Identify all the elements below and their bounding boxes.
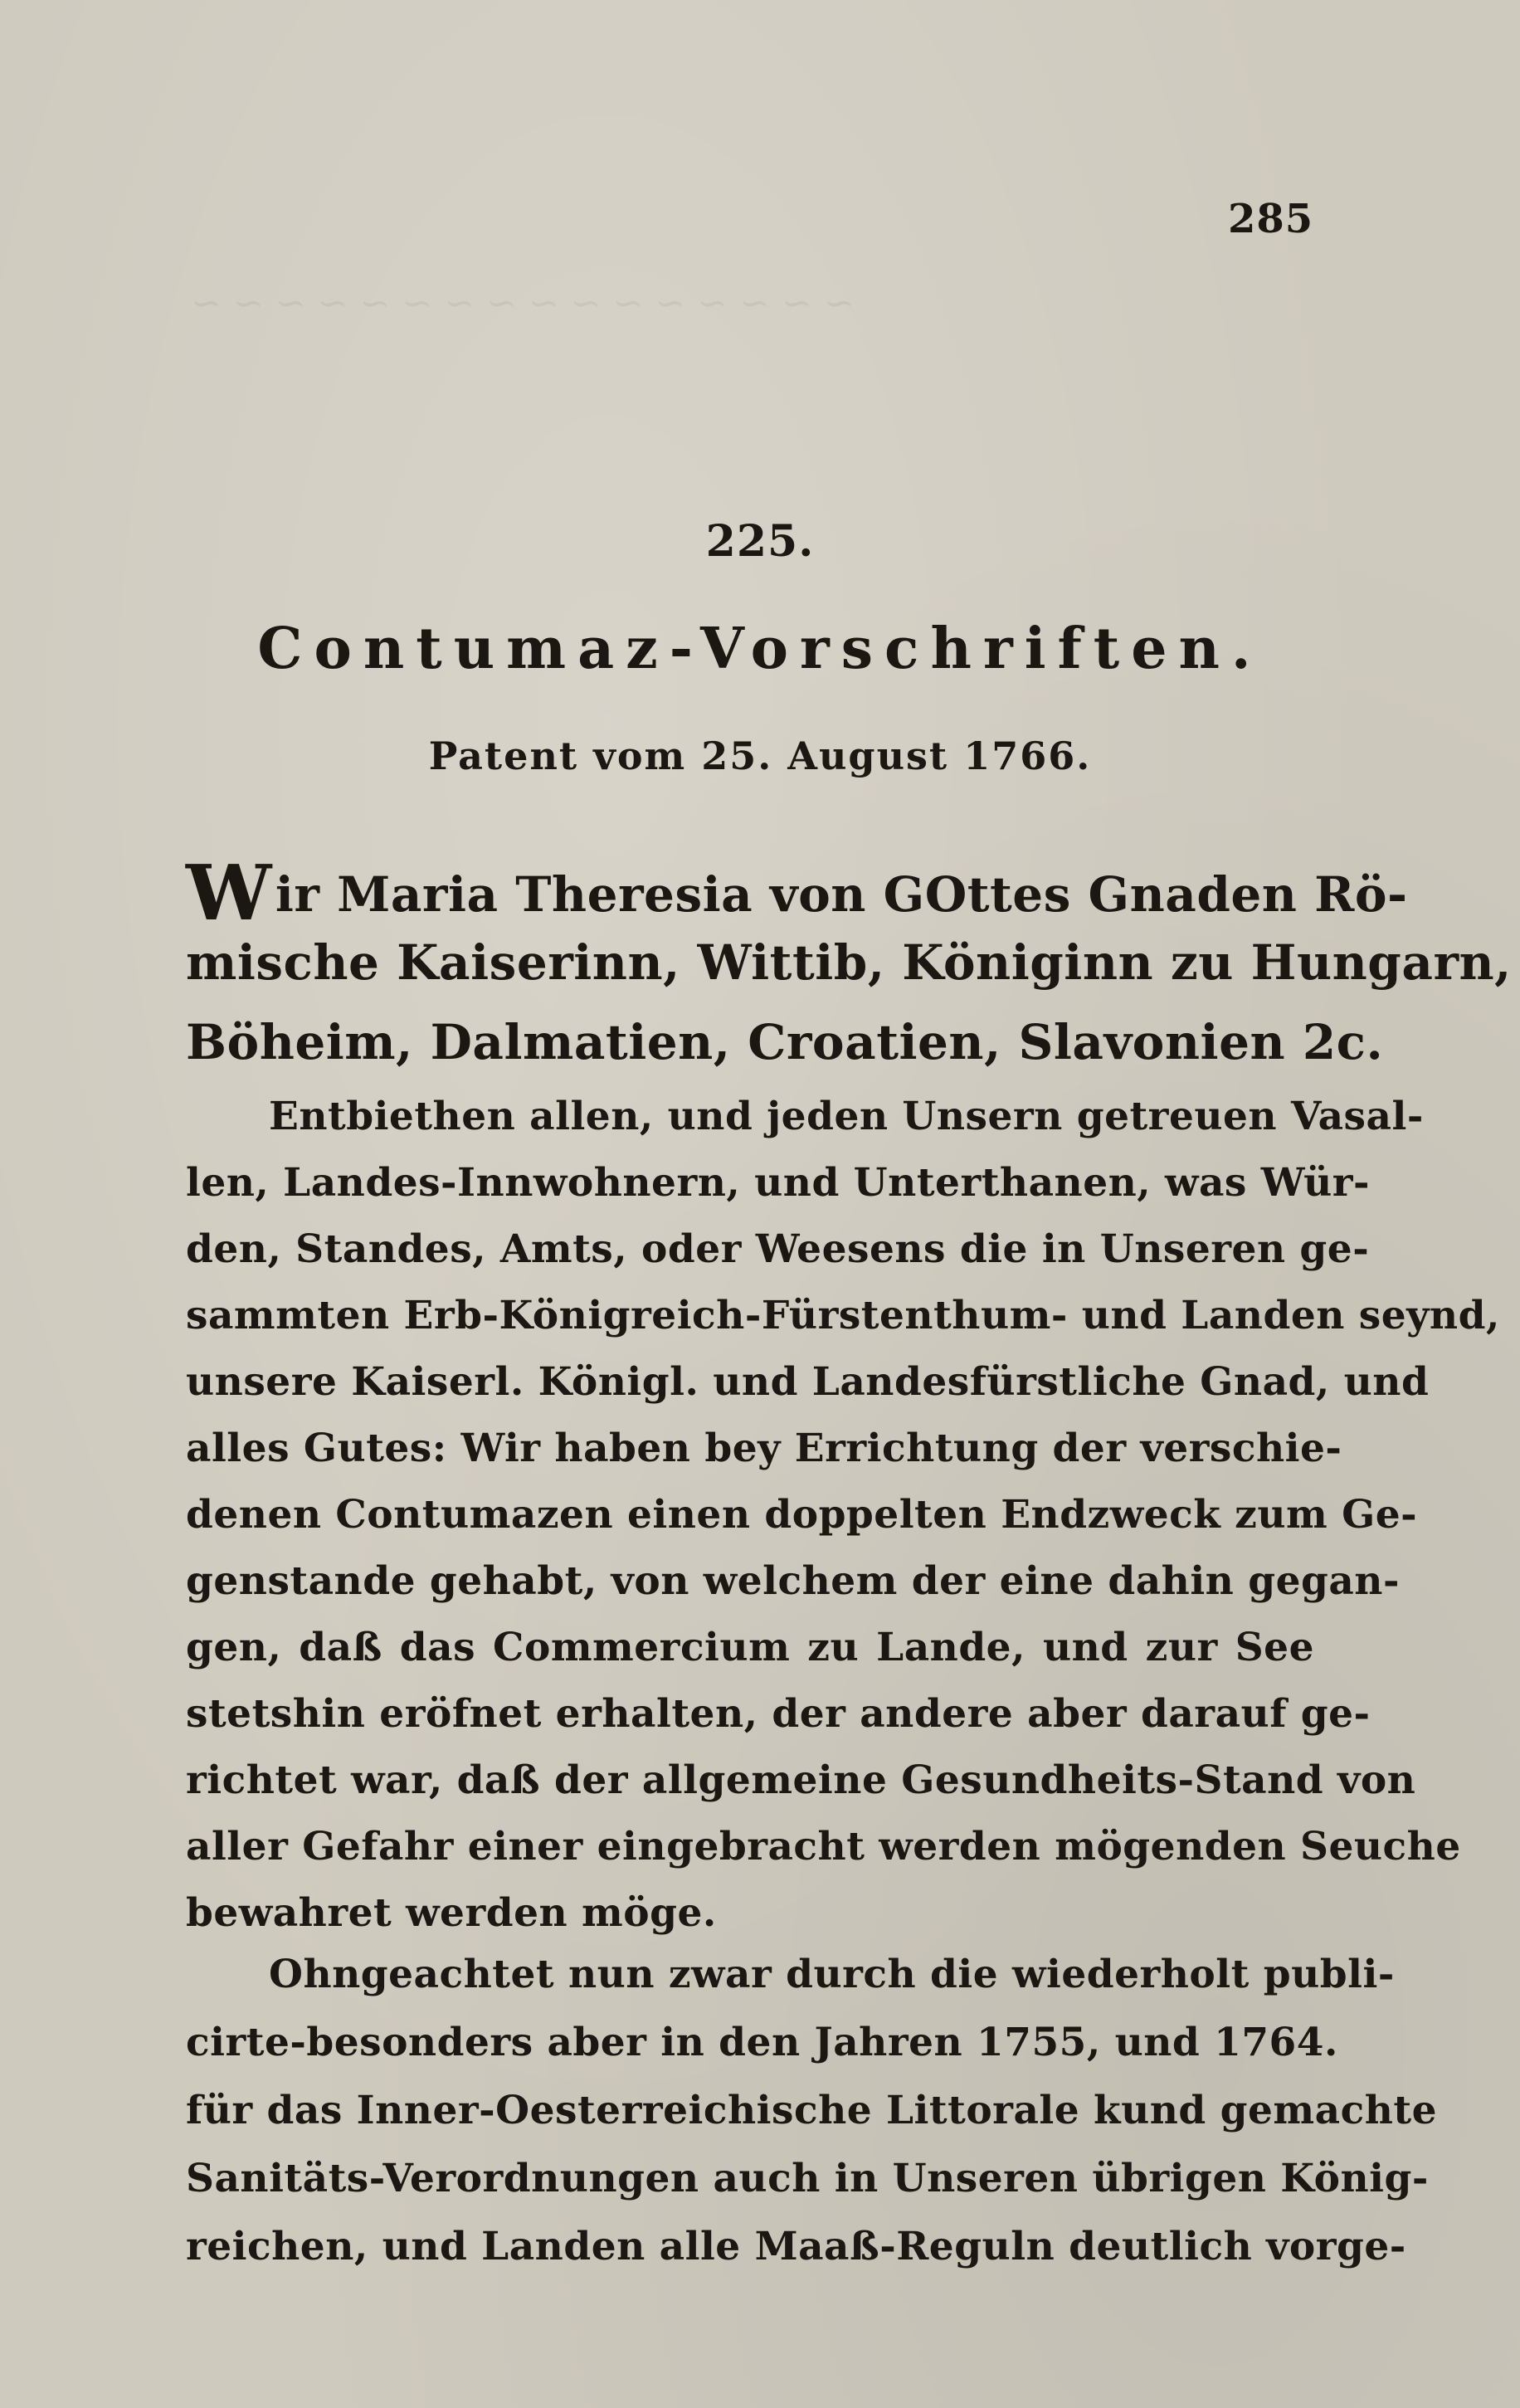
intro-line: Böheim, Dalmatien, Croatien, Slavonien 2c. bbox=[186, 1014, 1384, 1070]
paragraph-line: stetshin eröfnet erhalten, der andere aber darauf ge- bbox=[186, 1691, 1371, 1737]
paragraph-line: unsere Kaiserl. Königl. und Landesfürstliche Gnad, und bbox=[186, 1359, 1430, 1405]
paragraph-line: den, Standes, Amts, oder Weesens die in Unseren ge- bbox=[186, 1226, 1370, 1272]
paragraph-line: denen Contumazen einen doppelten Endzweck zum Ge- bbox=[186, 1492, 1418, 1538]
paragraph-line: len, Landes-Innwohnern, und Unterthanen, was Wür- bbox=[186, 1160, 1371, 1206]
bleed-through-text: ~ ~ ~ ~ ~ ~ ~ ~ ~ ~ ~ ~ ~ ~ ~ ~ bbox=[191, 282, 855, 324]
drop-initial: W bbox=[186, 848, 272, 938]
paragraph-line: richtet war, daß der allgemeine Gesundheits-Stand von bbox=[186, 1757, 1416, 1803]
intro-line bbox=[186, 848, 1408, 938]
paragraph-line: Sanitäts-Verordnungen auch in Unseren übrigen König- bbox=[186, 2156, 1429, 2201]
intro-line-text: ir Maria Theresia von GOttes Gnaden Rö- bbox=[275, 866, 1408, 923]
paragraph-line: bewahret werden möge. bbox=[186, 1890, 717, 1936]
paragraph-line: Entbiethen allen, und jeden Unsern getreuen Vasal- bbox=[269, 1094, 1424, 1139]
paragraph-line: Ohngeachtet nun zwar durch die wiederholt publi- bbox=[269, 1952, 1395, 1997]
document-number: 225. bbox=[705, 516, 815, 567]
document-title: Contumaz-Vorschriften. bbox=[257, 616, 1263, 682]
page-number: 285 bbox=[1228, 196, 1314, 242]
paragraph-line: cirte-besonders aber in den Jahren 1755, und 1764. bbox=[186, 2020, 1338, 2065]
paragraph-line: sammten Erb-Königreich-Fürstenthum- und Landen seynd, bbox=[186, 1293, 1500, 1338]
document-subtitle: Patent vom 25. August 1766. bbox=[428, 734, 1092, 778]
paragraph-line: gen, daß das Commercium zu Lande, und zur See bbox=[186, 1625, 1314, 1670]
paragraph-line: genstande gehabt, von welchem der eine dahin gegan- bbox=[186, 1558, 1400, 1604]
paragraph-line: für das Inner-Oesterreichische Littorale kund gemachte bbox=[186, 2088, 1438, 2133]
paragraph-line: alles Gutes: Wir haben bey Errichtung der verschie- bbox=[186, 1426, 1342, 1471]
intro-line: mische Kaiserinn, Wittib, Königinn zu Hungarn, bbox=[186, 934, 1512, 991]
paragraph-line: reichen, und Landen alle Maaß-Reguln deutlich vorge- bbox=[186, 2224, 1406, 2269]
paragraph-line: aller Gefahr einer eingebracht werden mögenden Seuche bbox=[186, 1824, 1461, 1869]
